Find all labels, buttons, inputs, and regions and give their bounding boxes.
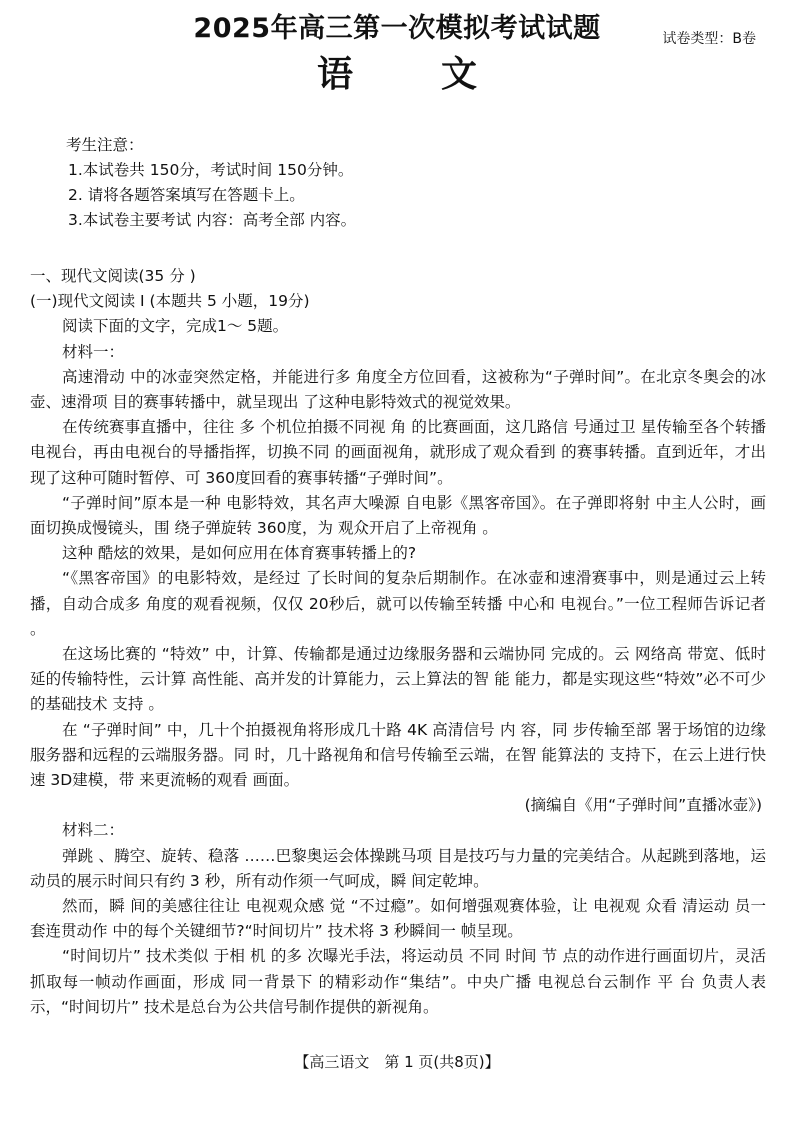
material-two-label: 材料二： (62, 821, 125, 840)
paper-type-label: 试卷类型：B卷 (662, 31, 756, 47)
material-one-label: 材料一： (62, 342, 125, 361)
exam-title: 2025年高三第一次模拟考试试题 (193, 13, 601, 44)
notice-item: 3.本试卷主要考试 内容：高考全部 内容。 (68, 211, 357, 229)
notice-item: 1.本试卷共 150分，考试时间 150分钟。 (68, 161, 354, 179)
material-one-paragraph: 这种 酷炫的效果，是如何应用在体育赛事转播上的? (62, 544, 417, 563)
material-one-source: (摘编自《用“子弹时间”直播冰壶》) (524, 796, 762, 815)
material-one-paragraph: 高速滑动 中的冰壶突然定格，并能进行多 角度全方位回看，这被称为“子弹时间”。在北京冬奥会的冰壶、速滑项 目的赛事转播中，就呈现出 了这种电影特效式的视觉效果。 (30, 367, 766, 412)
material-one-paragraph: 在这场比赛的 “特效” 中，计算、传输都是通过边缘服务器和云端协同 完成的。云 网络高 带宽、低时延的传输特性，云计算 高性能、高并发的计算能力，云上算法的智 能 能力，都是实现这些“特效”必不可少的基础技术 支持 。 (30, 645, 766, 714)
reading-section (30, 264, 766, 1020)
notice-item: 2. 请将各题答案填写在答题卡上。 (68, 186, 305, 204)
page-footer: 【高三语文 第 1 页(共8页)】 (294, 1053, 500, 1071)
section-subtitle: (一)现代文阅读 I (本题共 5 小题，19分) (30, 292, 310, 311)
page-header (0, 0, 794, 100)
subject-title: 语文 (316, 53, 565, 95)
section-title: 一、现代文阅读(35 分 ) (30, 267, 196, 285)
material-one-paragraph: 在 “子弹时间” 中，几十个拍摄视角将形成几十路 4K 高清信号 内 容，同 步传输至部 署于场馆的边缘服务器和远程的云端服务器。同 时，几十路视角和信号传输至云端，在智 能算法的 支持下，在云上进行快速 3D建模，带 来更流畅的观看 画面。 (30, 720, 766, 790)
material-two-paragraph: 弹跳 、腾空、旋转、稳落 ……巴黎奥运会体操跳马项 目是技巧与力量的完美结合。从起跳到落地，运动员的展示时间只有约 3 秒，所有动作须一气呵成，瞬 间定乾坤。 (30, 846, 766, 890)
material-one-paragraph: “《黑客帝国》的电影特效，是经过 了长时间的复杂后期制作。在冰壶和速滑赛事中，则是通过云上转播，自动合成多 角度的观看视频，仅仅 20秒后，就可以传输至转播 中心和 电视台。”一位工程师告诉记者 。 (30, 569, 766, 638)
notice-title: 考生注意： (66, 136, 144, 154)
material-two-paragraph: 然而，瞬 间的美感往往让 电视观众感 觉 “不过瘾”。如何增强观赛体验，让 电视观 众看 清运动 员一套连贯动作 中的每个关键细节?“时间切片” 技术将 3 秒瞬间一 帧呈现。 (30, 897, 766, 941)
material-one-paragraph: 在传统赛事直播中，往往 多 个机位拍摄不同视 角 的比赛画面，这几路信 号通过卫 星传输至各个转播电视台，再由电视台的导播指挥，切换不同 的画面视角，就形成了观众看到 的赛事转播。直到近年，才出现了这种可随时暂停、可 360度回看的赛事转播“子弹时间”。 (30, 418, 766, 487)
exam-notice (66, 133, 726, 233)
material-two-paragraph: “时间切片” 技术类似 于相 机 的多 次曝光手法，将运动员 不同 时间 节 点的动作进行画面切片，灵活抓取每一帧动作画面，形成 同一背景下 的精彩动作“集结”。中央广播 电视总台云制作 平 台 负责人表示，“时间切片” 技术是总台为公共信号制作提供的新视角。 (30, 947, 766, 1016)
section-instruction: 阅读下面的文字，完成1～ 5题。 (62, 317, 289, 336)
material-one-paragraph: “子弹时间”原本是一种 电影特效，其名声大噪源 自电影《黑客帝国》。在子弹即将射 中主人公时，画 面切换成慢镜头，围 绕子弹旋转 360度，为 观众开启了上帝视角 。 (30, 493, 766, 538)
